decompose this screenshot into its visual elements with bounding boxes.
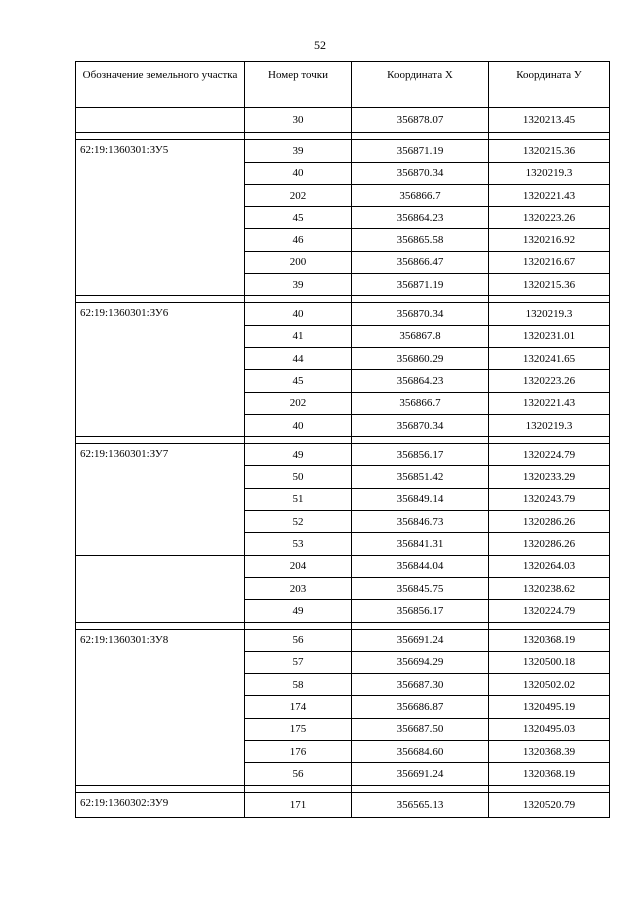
separator-cell [245,296,352,303]
point-number-cell: 40 [245,303,352,325]
coordinate-y-cell: 1320215.36 [489,274,610,296]
coordinate-y-cell: 1320241.65 [489,347,610,369]
point-number-cell: 40 [245,414,352,436]
point-number-cell: 204 [245,555,352,577]
table-row [76,629,610,651]
point-number-cell: 176 [245,741,352,763]
coordinate-y-cell: 1320495.03 [489,718,610,740]
coordinate-x-cell: 356870.34 [352,414,489,436]
separator-cell [76,785,245,792]
coordinate-y-cell: 1320243.79 [489,488,610,510]
point-number-cell: 49 [245,600,352,622]
coordinate-y-cell: 1320286.26 [489,533,610,555]
separator-cell [352,622,489,629]
point-number-cell: 202 [245,184,352,206]
separator-cell [76,437,245,444]
header-point: Номер точки [245,62,352,108]
coordinate-x-cell: 356870.34 [352,303,489,325]
coordinates-table [75,61,610,818]
coordinate-y-cell: 1320213.45 [489,108,610,133]
coordinate-x-cell: 356694.29 [352,651,489,673]
coordinate-y-cell: 1320221.43 [489,392,610,414]
point-number-cell: 202 [245,392,352,414]
coordinate-y-cell: 1320216.92 [489,229,610,251]
point-number-cell: 58 [245,674,352,696]
point-number-cell: 171 [245,792,352,817]
page-number: 52 [314,38,326,52]
coordinate-x-cell: 356864.23 [352,207,489,229]
coordinate-x-cell: 356871.19 [352,140,489,162]
parcel-cell [76,555,245,622]
coordinate-y-cell: 1320219.3 [489,414,610,436]
separator-cell [76,296,245,303]
separator-cell [489,133,610,140]
coordinate-x-cell: 356860.29 [352,347,489,369]
coordinate-y-cell: 1320520.79 [489,792,610,817]
separator-cell [245,622,352,629]
coordinate-x-cell: 356866.7 [352,392,489,414]
separator-cell [76,133,245,140]
separator-cell [352,296,489,303]
coordinate-y-cell: 1320219.3 [489,303,610,325]
coordinate-y-cell: 1320500.18 [489,651,610,673]
coordinate-x-cell: 356684.60 [352,741,489,763]
coordinate-x-cell: 356878.07 [352,108,489,133]
parcel-cell [76,108,245,133]
coordinate-y-cell: 1320231.01 [489,325,610,347]
block-separator-row [76,437,610,444]
coordinate-x-cell: 356851.42 [352,466,489,488]
table-row [76,555,610,577]
coordinate-y-cell: 1320233.29 [489,466,610,488]
table-row [76,792,610,817]
coordinate-x-cell: 356841.31 [352,533,489,555]
header-y: Координата У [489,62,610,108]
block-separator-row [76,622,610,629]
table-row [76,108,610,133]
point-number-cell: 200 [245,251,352,273]
header-x: Координата X [352,62,489,108]
coordinate-x-cell: 356864.23 [352,370,489,392]
point-number-cell: 39 [245,140,352,162]
coordinate-x-cell: 356844.04 [352,555,489,577]
coordinate-x-cell: 356687.30 [352,674,489,696]
table-body [76,108,610,818]
separator-cell [245,133,352,140]
point-number-cell: 51 [245,488,352,510]
point-number-cell: 57 [245,651,352,673]
block-separator-row [76,785,610,792]
coordinate-x-cell: 356687.50 [352,718,489,740]
separator-cell [489,437,610,444]
block-separator-row [76,296,610,303]
coordinate-x-cell: 356686.87 [352,696,489,718]
table-row [76,140,610,162]
parcel-cell: 62:19:1360302:ЗУ9 [76,792,245,817]
separator-cell [489,785,610,792]
coordinate-x-cell: 356856.17 [352,600,489,622]
coordinate-x-cell: 356691.24 [352,629,489,651]
coordinate-x-cell: 356849.14 [352,488,489,510]
coordinate-y-cell: 1320264.03 [489,555,610,577]
coordinate-x-cell: 356691.24 [352,763,489,785]
point-number-cell: 39 [245,274,352,296]
separator-cell [352,785,489,792]
coordinate-x-cell: 356856.17 [352,444,489,466]
parcel-cell: 62:19:1360301:ЗУ7 [76,444,245,555]
coordinate-x-cell: 356866.47 [352,251,489,273]
point-number-cell: 44 [245,347,352,369]
coordinate-x-cell: 356565.13 [352,792,489,817]
coordinate-y-cell: 1320368.39 [489,741,610,763]
coordinate-y-cell: 1320502.02 [489,674,610,696]
coordinate-y-cell: 1320495.19 [489,696,610,718]
coordinate-x-cell: 356870.34 [352,162,489,184]
separator-cell [489,622,610,629]
coordinate-y-cell: 1320221.43 [489,184,610,206]
point-number-cell: 46 [245,229,352,251]
coordinate-x-cell: 356867.8 [352,325,489,347]
header-row [76,62,610,108]
coordinate-y-cell: 1320286.26 [489,511,610,533]
coordinate-y-cell: 1320238.62 [489,577,610,599]
coordinate-y-cell: 1320223.26 [489,207,610,229]
coordinate-y-cell: 1320223.26 [489,370,610,392]
separator-cell [352,437,489,444]
coordinate-y-cell: 1320224.79 [489,444,610,466]
point-number-cell: 30 [245,108,352,133]
point-number-cell: 45 [245,207,352,229]
coordinate-x-cell: 356866.7 [352,184,489,206]
coordinate-y-cell: 1320224.79 [489,600,610,622]
parcel-cell: 62:19:1360301:ЗУ6 [76,303,245,437]
coordinate-x-cell: 356871.19 [352,274,489,296]
point-number-cell: 41 [245,325,352,347]
coordinate-y-cell: 1320216.67 [489,251,610,273]
parcel-cell: 62:19:1360301:ЗУ5 [76,140,245,296]
point-number-cell: 49 [245,444,352,466]
table-row [76,303,610,325]
table-row [76,444,610,466]
coordinate-x-cell: 356865.58 [352,229,489,251]
point-number-cell: 203 [245,577,352,599]
coordinate-y-cell: 1320215.36 [489,140,610,162]
point-number-cell: 175 [245,718,352,740]
coordinate-x-cell: 356845.75 [352,577,489,599]
point-number-cell: 52 [245,511,352,533]
header-parcel: Обозначение земельного участка [76,62,245,108]
block-separator-row [76,133,610,140]
point-number-cell: 45 [245,370,352,392]
table-header [76,62,610,108]
point-number-cell: 56 [245,629,352,651]
separator-cell [76,622,245,629]
point-number-cell: 53 [245,533,352,555]
separator-cell [245,437,352,444]
point-number-cell: 50 [245,466,352,488]
coordinate-x-cell: 356846.73 [352,511,489,533]
point-number-cell: 56 [245,763,352,785]
separator-cell [245,785,352,792]
parcel-cell: 62:19:1360301:ЗУ8 [76,629,245,785]
point-number-cell: 40 [245,162,352,184]
coordinate-y-cell: 1320368.19 [489,763,610,785]
point-number-cell: 174 [245,696,352,718]
coordinate-y-cell: 1320368.19 [489,629,610,651]
coordinate-y-cell: 1320219.3 [489,162,610,184]
separator-cell [352,133,489,140]
separator-cell [489,296,610,303]
